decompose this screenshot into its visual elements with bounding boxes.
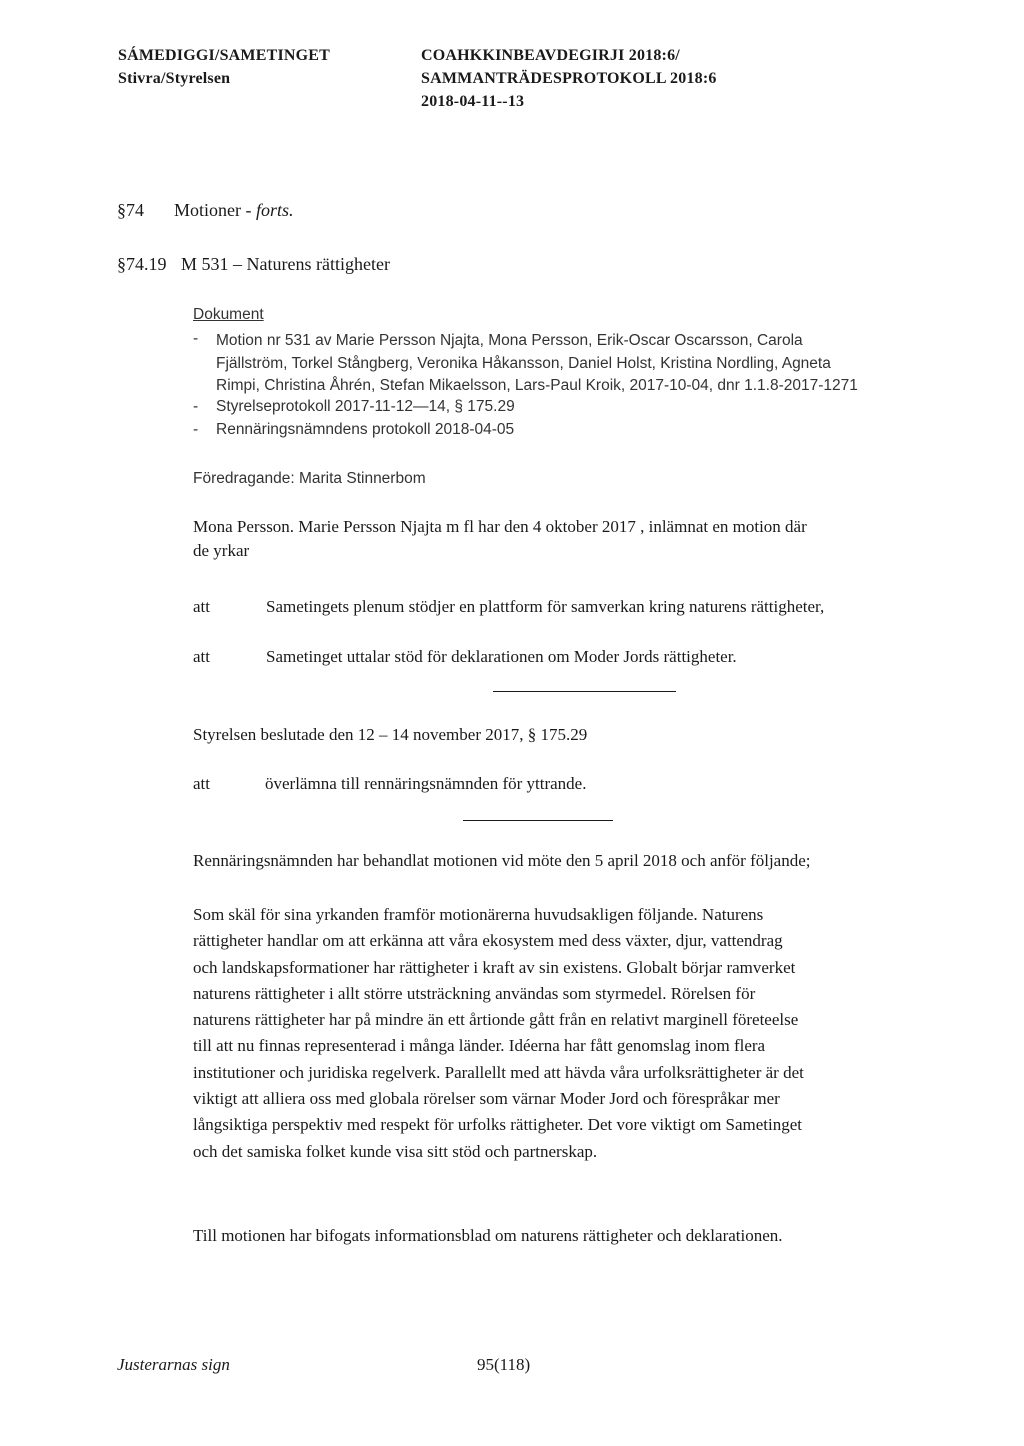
reasons-line: naturens rättigheter i allt större utsträckning användas som styrmedel. Rörelsen för — [193, 983, 756, 1003]
board-action-att: att — [193, 774, 210, 793]
reasons-line: viktigt att alliera oss med globala rörelser som värnar Moder Jord och förespråkar mer — [193, 1089, 780, 1109]
rn-statement: Rennäringsnämnden har behandlat motionen vid möte den 5 april 2018 och anför följande; — [193, 851, 811, 870]
attachment-note: Till motionen har bifogats informationsblad om naturens rättigheter och deklarationen. — [193, 1226, 783, 1245]
demand-1-att: att — [193, 597, 210, 616]
header-ref-line2: SAMMANTRÄDESPROTOKOLL 2018:6 — [421, 70, 717, 87]
section-title-italic: forts. — [255, 200, 294, 220]
reasons-line: rättigheter handlar om att erkänna att våra ekosystem med dess växter, djur, vattendrag — [193, 931, 783, 951]
reasons-line: och landskapsformationer har rättigheter i kraft av sin existens. Globalt börjar ramverket — [193, 957, 796, 977]
intro-line: Mona Persson. Marie Persson Njajta m fl har den 4 oktober 2017 , inlämnat en motion där — [193, 517, 807, 536]
reasons-line: och det samiska folket kunde visa sitt stöd och partnerskap. — [193, 1141, 598, 1161]
header-org-line2: Stivra/Styrelsen — [118, 70, 231, 87]
intro-paragraph — [193, 515, 807, 563]
header-org-line1: SÁMEDIGGI/SAMETINGET — [118, 47, 331, 64]
documents-bullet-1: - — [193, 330, 199, 347]
section-heading — [117, 200, 294, 221]
documents-item-1-line: Motion nr 531 av Marie Persson Njajta, Mona Persson, Erik-Oscar Oscarsson, Carola — [216, 332, 803, 349]
demand-2-text: Sametinget uttalar stöd för deklarationen om Moder Jords rättigheter. — [266, 647, 737, 666]
board-decision: Styrelsen beslutade den 12 – 14 november 2017, § 175.29 — [193, 725, 588, 744]
subsection-sign: § — [117, 254, 126, 274]
divider-rule — [463, 820, 613, 821]
footer-sign-label: Justerarnas sign — [117, 1355, 230, 1374]
section-number: 74 — [126, 200, 144, 220]
documents-item-1-line: Rimpi, Christina Åhrén, Stefan Mikaelsson, Lars-Paul Kroik, 2017-10-04, dnr 1.1.8-2017-1271 — [216, 377, 858, 394]
header-date: 2018-04-11--13 — [421, 93, 525, 110]
subsection-title: M 531 – Naturens rättigheter — [181, 254, 390, 274]
subsection-heading — [117, 254, 390, 275]
section-title: Motioner - — [174, 200, 256, 220]
reasons-line: till att nu finnas representerad i många länder. Idéerna har fått genomslag inom flera — [193, 1036, 766, 1056]
board-action-text: överlämna till rennäringsnämnden för yttrande. — [265, 774, 587, 793]
header-ref-line1: COAHKKINBEAVDEGIRJI 2018:6/ — [421, 47, 680, 64]
reasons-line: långsiktiga perspektiv med respekt för urfolks rättigheter. Det vore viktigt om Sametinget — [193, 1115, 803, 1135]
documents-item-1-line: Fjällström, Torkel Stångberg, Veronika Håkansson, Daniel Holst, Kristina Nordling, Agneta — [216, 354, 831, 372]
documents-item-2: Styrelseprotokoll 2017-11-12—14, § 175.29 — [216, 398, 515, 415]
documents-item-3: Rennäringsnämndens protokoll 2018-04-05 — [216, 421, 515, 438]
footer-page-number: 95(118) — [477, 1355, 531, 1374]
demand-1-text: Sametingets plenum stödjer en plattform för samverkan kring naturens rättigheter, — [266, 597, 825, 616]
divider-rule — [493, 691, 676, 692]
presenter: Föredragande: Marita Stinnerbom — [193, 470, 426, 487]
subsection-number: 74.19 — [126, 254, 167, 274]
reasons-line: Som skäl för sina yrkanden framför motionärerna huvudsakligen följande. Naturens — [193, 905, 764, 924]
documents-heading: Dokument — [193, 306, 264, 323]
demand-2-att: att — [193, 647, 210, 666]
intro-line: de yrkar — [193, 541, 250, 560]
documents-bullet-2: - — [193, 398, 199, 415]
documents-bullet-3: - — [193, 421, 199, 438]
reasons-line: naturens rättigheter har på mindre än ett årtionde gått från en relativt marginell företeelse — [193, 1010, 799, 1030]
documents-item-1 — [216, 330, 858, 398]
reasons-paragraph — [193, 902, 804, 1165]
section-sign: § — [117, 200, 126, 220]
reasons-line: institutioner och juridiska regelverk. Parallellt med att hävda våra urfolksrättigheter är det — [193, 1062, 804, 1082]
